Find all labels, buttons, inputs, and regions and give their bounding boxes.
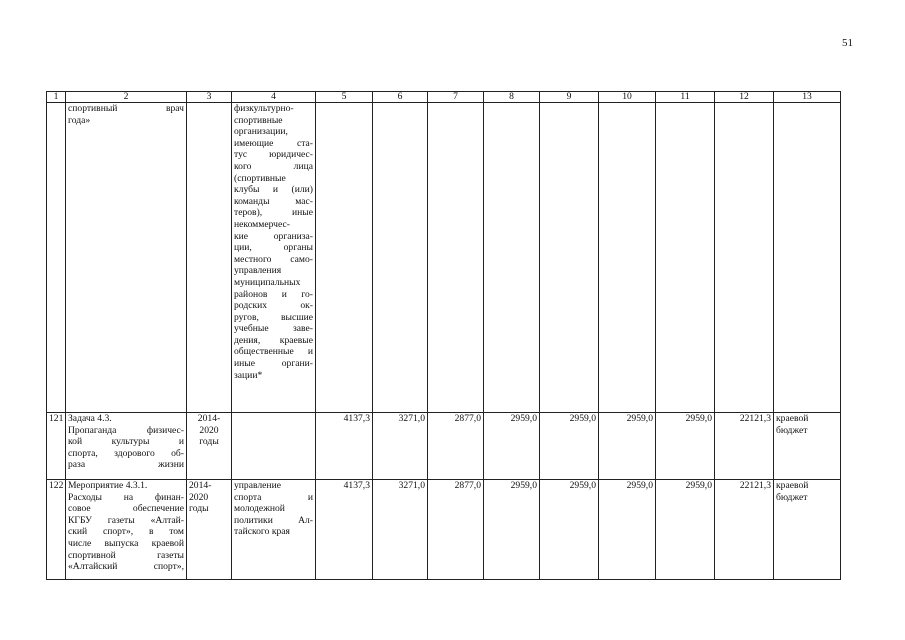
column-number-cell: 6 <box>373 92 428 103</box>
executor-cell <box>232 480 316 580</box>
value-cell: 22121,3 <box>715 413 774 480</box>
value-cell: 2959,0 <box>540 413 599 480</box>
text-line: спорта, здорового об- <box>68 447 184 459</box>
text-line: кого лица <box>234 160 313 172</box>
column-number-cell: 8 <box>484 92 540 103</box>
text-line: некоммерчес- <box>234 218 290 230</box>
column-number-cell: 4 <box>232 92 316 103</box>
text-line: зации* <box>234 369 263 381</box>
text-line: краевой <box>776 413 809 424</box>
value-cell <box>715 103 774 413</box>
text-line: «Алтайский спорт», <box>68 561 184 573</box>
column-number-cell: 13 <box>774 92 841 103</box>
text-line: годы <box>199 436 219 448</box>
value-cell: 2877,0 <box>428 480 484 580</box>
text-line: управления <box>234 265 282 277</box>
executor-cell <box>232 103 316 413</box>
column-number-cell: 9 <box>540 92 599 103</box>
column-number-cell: 10 <box>599 92 656 103</box>
column-number-cell: 1 <box>47 92 66 103</box>
text-line: 2020 <box>189 491 209 503</box>
text-line: спорта и <box>234 491 313 503</box>
text-line: 2014- <box>197 413 221 424</box>
page-number: 51 <box>842 37 853 49</box>
text-line: ругов, высшие <box>234 311 313 323</box>
program-table <box>46 91 841 580</box>
text-line: организации, <box>234 126 288 138</box>
text-line: Задача 4.3. <box>68 413 112 424</box>
funding-source-cell <box>774 103 841 413</box>
value-cell: 22121,3 <box>715 480 774 580</box>
text-line: бюджет <box>776 491 808 503</box>
column-number-cell: 7 <box>428 92 484 103</box>
column-number-cell: 5 <box>316 92 373 103</box>
text-line: местного само- <box>234 253 313 265</box>
text-line: иные органи- <box>234 358 313 370</box>
table-row <box>47 103 841 413</box>
text-line: ский спорт», в том <box>68 526 184 538</box>
row-id-cell: 121 <box>47 413 66 480</box>
value-cell <box>428 103 484 413</box>
value-cell <box>373 103 428 413</box>
text-line: молодежной <box>234 503 285 515</box>
text-line: краевой <box>776 480 809 491</box>
text-line: ции, органы <box>234 242 313 254</box>
text-line: имеющие ста- <box>234 137 313 149</box>
column-number-cell: 3 <box>187 92 232 103</box>
funding-source-cell <box>774 413 841 480</box>
text-line: спортивной газеты <box>68 549 184 561</box>
text-line: кие организа- <box>234 230 313 242</box>
text-line: Расходы на финан- <box>68 491 184 503</box>
text-line: тус юридичес- <box>234 149 313 161</box>
value-cell: 2877,0 <box>428 413 484 480</box>
text-line: Пропаганда физичес- <box>68 424 184 436</box>
text-line: КГБУ газеты «Алтай- <box>68 514 184 526</box>
text-line: учебные заве- <box>234 323 313 335</box>
value-cell: 2959,0 <box>540 480 599 580</box>
text-line: спортивный врач <box>68 103 184 114</box>
text-line: 2014- <box>189 480 212 491</box>
period-cell <box>187 480 232 580</box>
text-line: совое обеспечение <box>68 503 184 515</box>
column-number-cell: 12 <box>715 92 774 103</box>
text-line: числе выпуска краевой <box>68 537 184 549</box>
table-row <box>47 480 841 580</box>
text-line: годы <box>189 503 209 515</box>
measure-name-cell <box>66 103 187 413</box>
text-line: политики Ал- <box>234 514 313 526</box>
value-cell: 2959,0 <box>484 480 540 580</box>
funding-source-cell <box>774 480 841 580</box>
value-cell: 4137,3 <box>316 480 373 580</box>
value-cell <box>484 103 540 413</box>
value-cell: 3271,0 <box>373 413 428 480</box>
text-line: физкультурно- <box>234 103 294 114</box>
value-cell: 2959,0 <box>599 480 656 580</box>
column-number-cell: 11 <box>656 92 715 103</box>
executor-cell <box>232 413 316 480</box>
text-line: бюджет <box>776 424 808 436</box>
value-cell: 2959,0 <box>656 480 715 580</box>
text-line: муниципальных <box>234 276 301 288</box>
row-id-cell <box>47 103 66 413</box>
value-cell <box>599 103 656 413</box>
value-cell <box>656 103 715 413</box>
column-number-row <box>47 92 841 103</box>
text-line: клубы и (или) <box>234 184 313 196</box>
value-cell: 3271,0 <box>373 480 428 580</box>
value-cell: 2959,0 <box>599 413 656 480</box>
text-line: тайского края <box>234 526 290 538</box>
text-line: (спортивные <box>234 172 286 184</box>
value-cell <box>540 103 599 413</box>
text-line: раза жизни <box>68 459 184 471</box>
measure-name-cell <box>66 413 187 480</box>
table-row <box>47 413 841 480</box>
text-line: спортивные <box>234 114 283 126</box>
text-line: теров), иные <box>234 207 313 219</box>
column-number-cell: 2 <box>66 92 187 103</box>
text-line: кой культуры и <box>68 436 184 448</box>
text-line: родских ок- <box>234 300 313 312</box>
text-line: 2020 <box>199 424 219 436</box>
period-cell <box>187 103 232 413</box>
text-line: команды мас- <box>234 195 313 207</box>
value-cell: 2959,0 <box>656 413 715 480</box>
value-cell: 2959,0 <box>484 413 540 480</box>
value-cell: 4137,3 <box>316 413 373 480</box>
text-line: дения, краевые <box>234 334 313 346</box>
text-line: районов и го- <box>234 288 313 300</box>
period-cell <box>187 413 232 480</box>
text-line: общественные и <box>234 346 313 358</box>
text-line: Мероприятие 4.3.1. <box>68 480 148 491</box>
text-line: года» <box>68 114 91 126</box>
text-line: управление <box>234 480 281 491</box>
value-cell <box>316 103 373 413</box>
measure-name-cell <box>66 480 187 580</box>
row-id-cell: 122 <box>47 480 66 580</box>
